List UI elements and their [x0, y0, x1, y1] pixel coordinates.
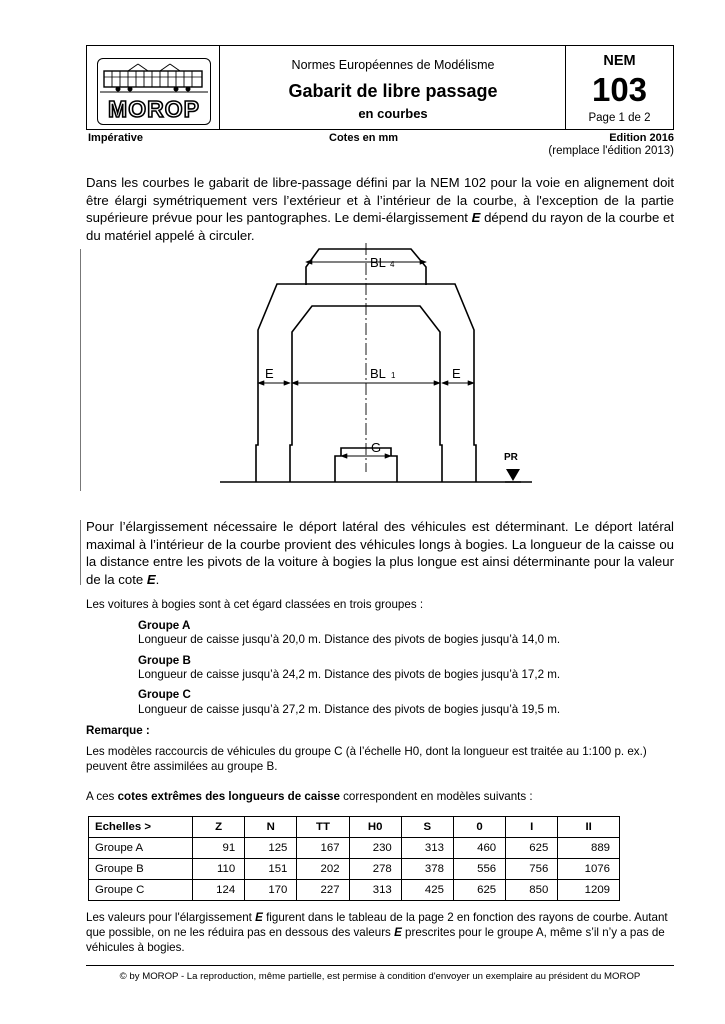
table-cell: 889	[558, 838, 620, 859]
footer-rule	[86, 965, 674, 966]
replaces-label: (remplace l'édition 2013)	[548, 145, 674, 157]
group-b-title: Groupe B	[138, 654, 191, 667]
table-cell: 625	[506, 838, 558, 859]
table-header: Echelles >	[89, 817, 193, 838]
table-cell: 125	[245, 838, 297, 859]
scale-lengths-table	[88, 816, 620, 901]
table-cell: 425	[401, 880, 453, 901]
table-cell: 110	[193, 859, 245, 880]
table-cell: 1076	[558, 859, 620, 880]
units-label: Cotes en mm	[329, 132, 399, 144]
table-header: S	[401, 817, 453, 838]
table-header-row	[89, 817, 620, 838]
table-cell: Groupe B	[89, 859, 193, 880]
table-cell: 556	[453, 859, 505, 880]
table-row	[89, 880, 620, 901]
group-a-title: Groupe A	[138, 619, 191, 632]
table-cell: 124	[193, 880, 245, 901]
table-cell: 227	[297, 880, 349, 901]
status-label: Impérative	[88, 132, 144, 144]
table-cell: 1209	[558, 880, 620, 901]
group-b-desc: Longueur de caisse jusqu’à 24,2 m. Distance des pivots de bogies jusqu’à 17,2 m.	[138, 668, 561, 681]
group-c-desc: Longueur de caisse jusqu’à 27,2 m. Distance des pivots de bogies jusqu’à 19,5 m.	[138, 703, 561, 716]
table-cell: 313	[349, 880, 401, 901]
table-cell: 151	[245, 859, 297, 880]
table-header: I	[506, 817, 558, 838]
label-e-right: E	[452, 366, 461, 381]
lateral-offset-paragraph: Pour l’élargissement nécessaire le déport latéral des véhicules est déterminant. Le déport latéral maximal à l’intérieur de la courbe provient des véhicules longs à bogies. La longueur de la caisse ou la distance entre les pivots de la voiture à bogies la plus longue est ainsi déterminante pour la valeur de la cote E.	[86, 519, 674, 587]
table-header: Z	[193, 817, 245, 838]
group-a-desc: Longueur de caisse jusqu’à 20,0 m. Distance des pivots de bogies jusqu’à 14,0 m.	[138, 633, 561, 646]
table-cell: 460	[453, 838, 505, 859]
page-info: Page 1 de 2	[588, 112, 651, 124]
table-intro: A ces cotes extrêmes des longueurs de caisse correspondent en modèles suivants :	[86, 790, 533, 803]
remark-title: Remarque :	[86, 724, 150, 737]
table-cell: 170	[245, 880, 297, 901]
table-cell: Groupe C	[89, 880, 193, 901]
table-cell: 756	[506, 859, 558, 880]
group-c-title: Groupe C	[138, 688, 191, 701]
edition-label: Edition 2016	[609, 132, 674, 144]
label-bl4-sub: 4	[390, 260, 395, 269]
table-cell: 167	[297, 838, 349, 859]
remark-text: Les modèles raccourcis de véhicules du groupe C (à l’échelle H0, dont la longueur est traitée au 1:100 p. ex.) peuvent être assimilées au groupe B.	[86, 745, 647, 773]
table-cell: Groupe A	[89, 838, 193, 859]
table-header: N	[245, 817, 297, 838]
footer-copyright: © by MOROP - La reproduction, même partielle, est permise à condition d'envoyer un exemplaire au président du MOROP	[119, 971, 641, 982]
page-title: Gabarit de libre passage	[288, 81, 498, 101]
label-pr: PR	[504, 452, 518, 463]
table-header: H0	[349, 817, 401, 838]
table-cell: 378	[401, 859, 453, 880]
table-cell: 313	[401, 838, 453, 859]
table-cell: 202	[297, 859, 349, 880]
closing-paragraph: Les valeurs pour l'élargissement E figurent dans le tableau de la page 2 en fonction des rayons de courbe. Autant que possible, on ne les réduira pas en dessous des valeurs E prescrites pour le groupe A, même s’il n’y a pas de véhicules à bogies.	[86, 911, 668, 954]
table-cell: 91	[193, 838, 245, 859]
label-bl1-sub: 1	[391, 371, 396, 380]
label-bl4: BL	[370, 255, 386, 270]
standard-number: 103	[591, 71, 648, 108]
label-e-left: E	[265, 366, 274, 381]
table-cell: 278	[349, 859, 401, 880]
table-header: II	[558, 817, 620, 838]
table-cell: 850	[506, 880, 558, 901]
table-row	[89, 859, 620, 880]
page-subtitle: en courbes	[358, 106, 428, 121]
groups-intro: Les voitures à bogies sont à cet égard classées en trois groupes :	[86, 598, 424, 611]
intro-paragraph: Dans les courbes le gabarit de libre-passage défini par la NEM 102 pour la voie en alignement doit être élargi symétriquement vers l’extérieur et à l’intérieur de la courbe, à l'exception de la partie supérieure prévue pour les pantographes. Le demi-élargissement E dépend du rayon de la courbe et du matériel appelé à circuler.	[86, 175, 674, 243]
standard-prefix: NEM	[603, 53, 636, 69]
table-header: TT	[297, 817, 349, 838]
label-g: G	[371, 440, 382, 455]
label-bl1: BL	[370, 366, 386, 381]
reference-plane-marker	[506, 469, 520, 481]
org-name: Normes Européennes de Modélisme	[291, 58, 495, 72]
logo-text: MOROP	[108, 96, 200, 122]
table-header: 0	[453, 817, 505, 838]
table-cell: 625	[453, 880, 505, 901]
table-cell: 230	[349, 838, 401, 859]
table-row	[89, 838, 620, 859]
